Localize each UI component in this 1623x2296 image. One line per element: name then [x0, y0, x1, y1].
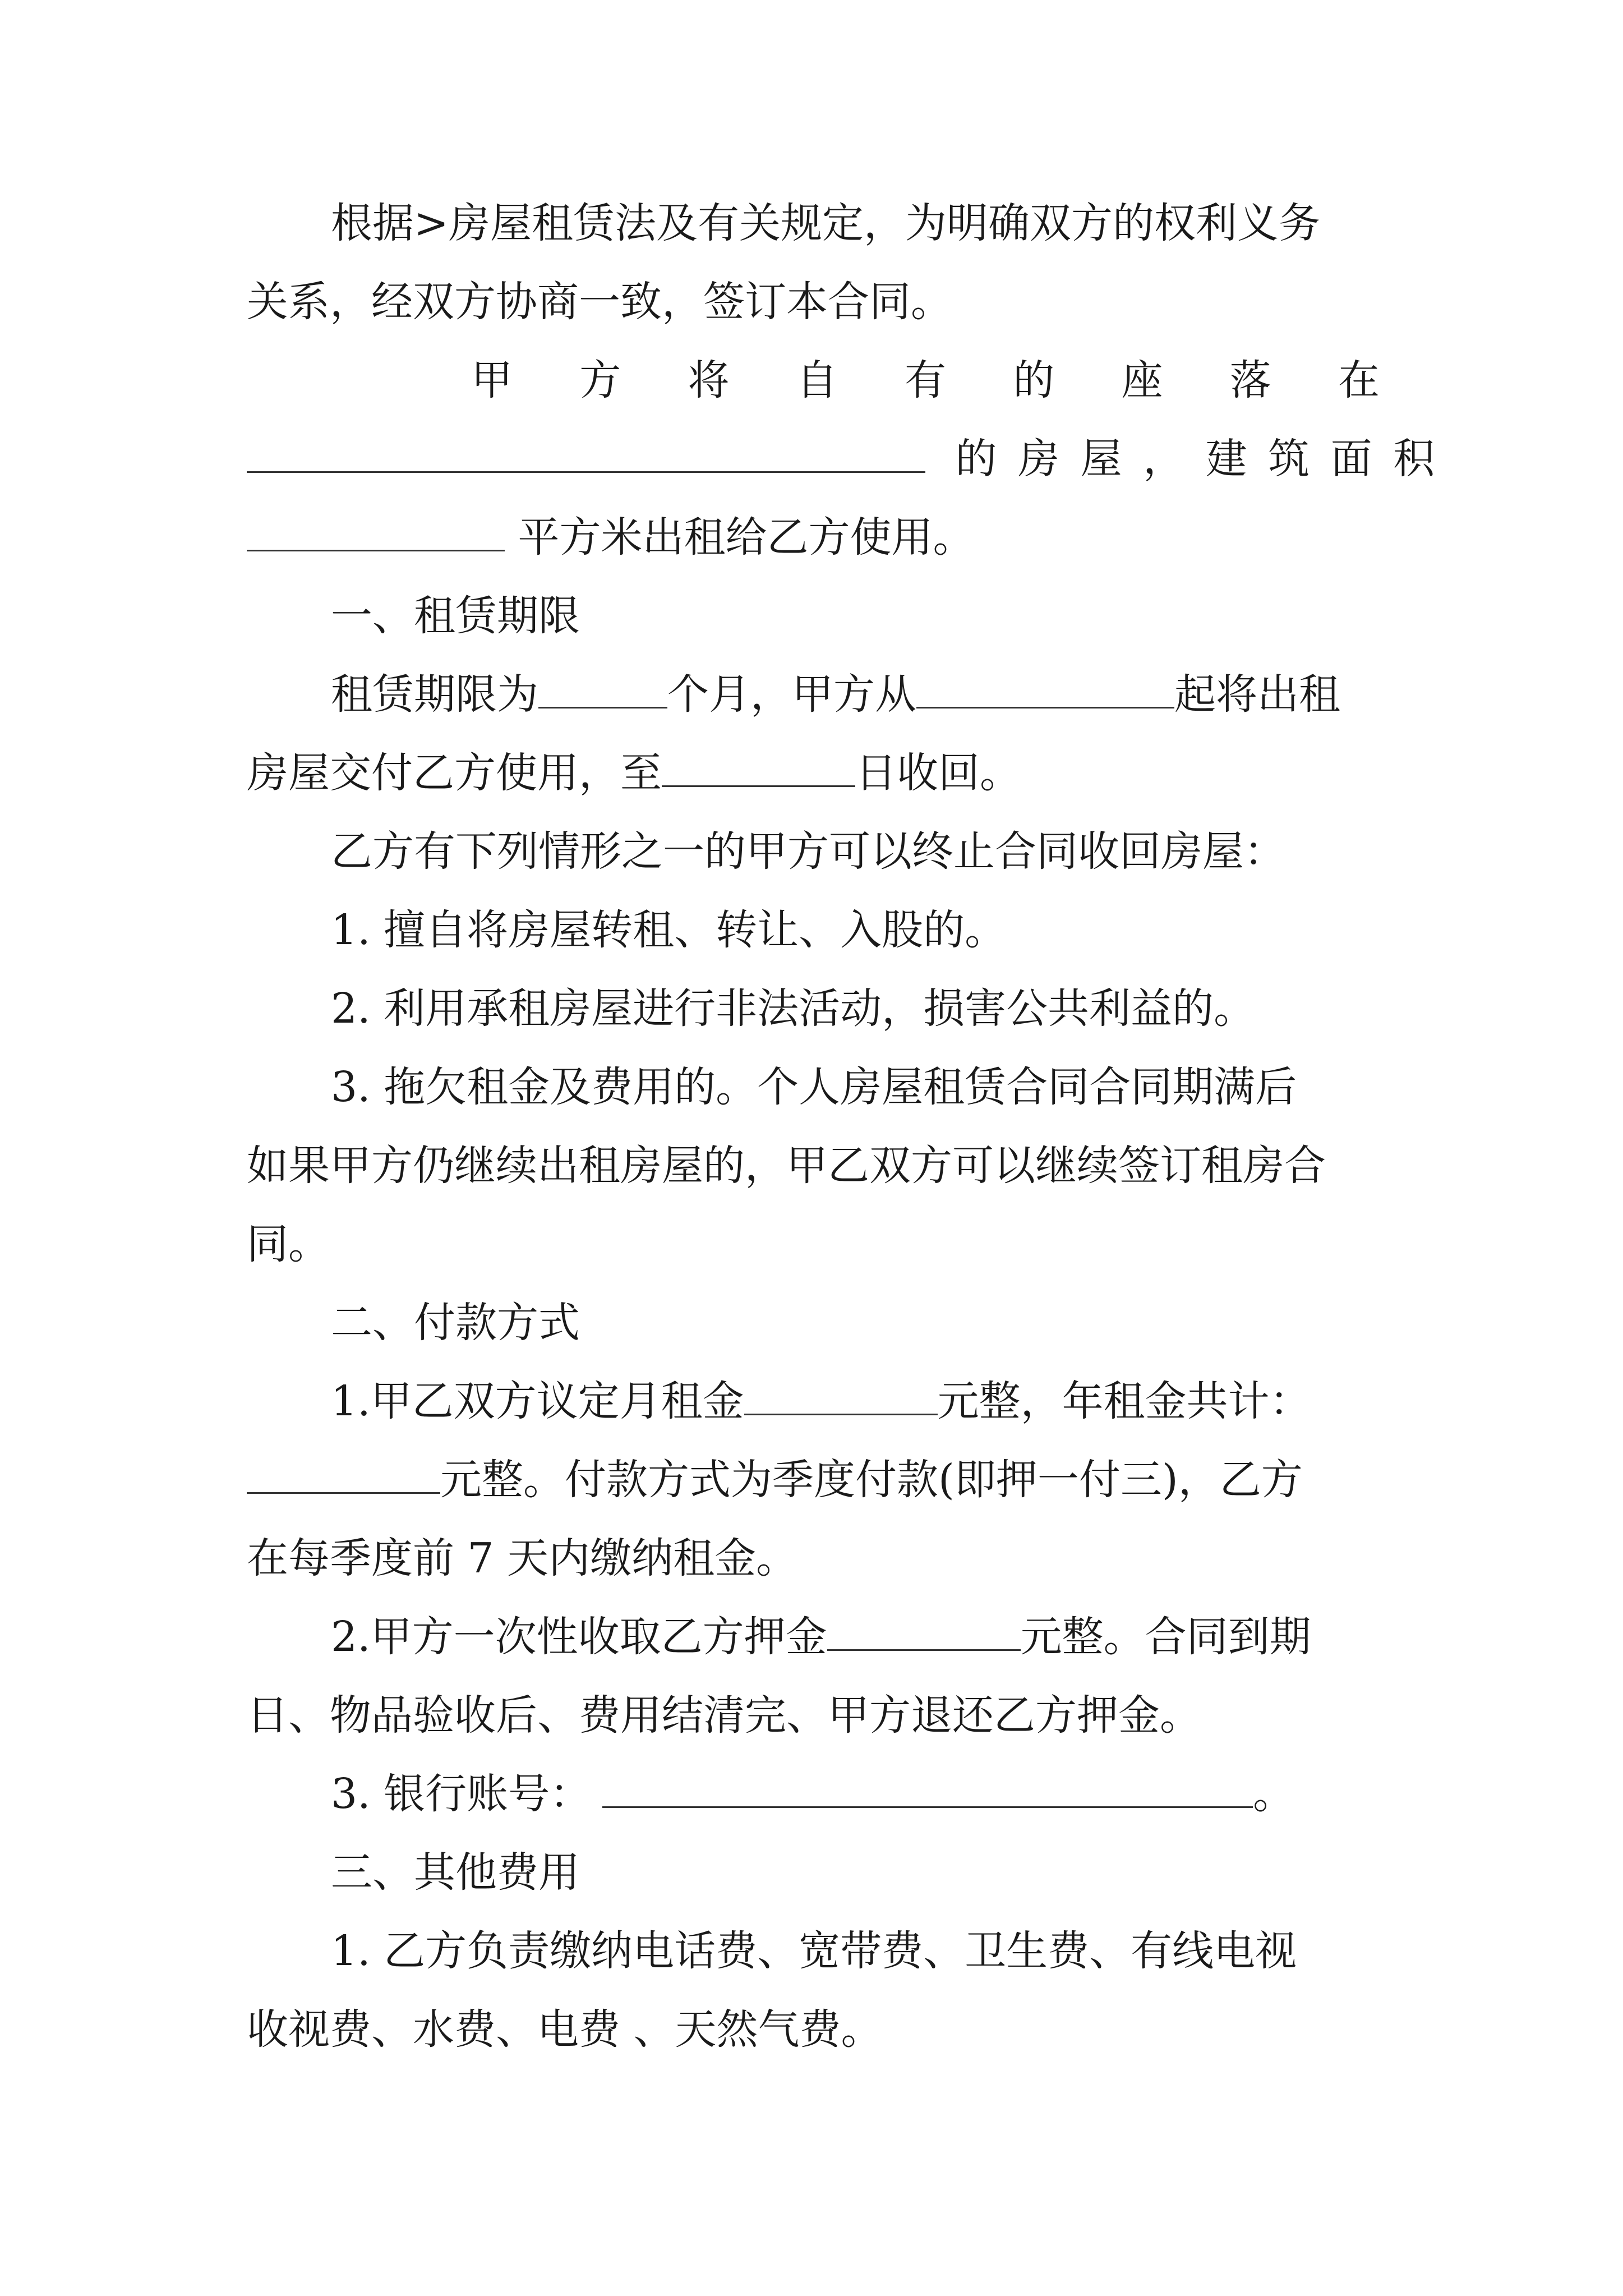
party-char: 座: [1121, 356, 1163, 404]
party-char: 的: [1013, 356, 1055, 404]
party-line-2-text: 的 房 屋 ， 建 筑 面 积: [955, 435, 1435, 483]
fees-line-1: 1. 乙方负责缴纳电话费、宽带费、卫生费、有线电视: [331, 1927, 1297, 1975]
payment-text-a: 1.甲乙双方议定月租金: [331, 1377, 744, 1425]
annual-rent-blank[interactable]: [247, 1455, 440, 1494]
party-line-1: [471, 352, 1380, 408]
bank-account-label: 3. 银行账号：: [331, 1770, 592, 1818]
terminate-intro: 乙方有下列情形之一的甲方可以终止合同收回房屋：: [331, 827, 1285, 876]
deposit-text-b: 元整。合同到期: [1020, 1613, 1311, 1661]
lease-text-c: 起将出租: [1174, 670, 1340, 719]
deposit-line-2: 日、物品验收后、费用结清完、甲方退还乙方押金。: [247, 1691, 1201, 1740]
party-char: 有: [905, 356, 946, 404]
section-1-title: 一、租赁期限: [331, 592, 580, 640]
section-2-title: 二、付款方式: [331, 1299, 580, 1347]
party-line-3: [247, 509, 975, 565]
terminate-item-3-line-3: 同。: [247, 1220, 330, 1268]
address-blank[interactable]: [247, 434, 925, 473]
payment-text-b: 元整，年租金共计：: [937, 1377, 1311, 1425]
end-date-blank[interactable]: [662, 748, 855, 787]
party-line-2: [247, 431, 1435, 487]
payment-line-1: [331, 1373, 1311, 1429]
months-blank[interactable]: [538, 670, 667, 708]
deposit-line-1: [331, 1609, 1311, 1665]
lease-line-2: [247, 745, 1021, 801]
party-char: 甲: [471, 356, 513, 404]
party-line-3-text: 平方米出租给乙方使用。: [518, 513, 975, 562]
section-3-title: 三、其他费用: [331, 1848, 580, 1897]
intro-line-1: 根据>房屋租赁法及有关规定，为明确双方的权利义务: [331, 199, 1321, 247]
terminate-item-1: 1. 擅自将房屋转租、转让、入股的。: [331, 906, 1007, 954]
lease-text-a: 租赁期限为: [331, 670, 538, 719]
payment-text-c: 元整。付款方式为季度付款(即押一付三)，乙方: [440, 1456, 1303, 1504]
deposit-blank[interactable]: [827, 1612, 1021, 1651]
bank-account-line: [331, 1766, 1294, 1822]
party-char: 自: [796, 356, 838, 404]
party-char: 在: [1338, 356, 1380, 404]
payment-line-3: 在每季度前 7 天内缴纳租金。: [247, 1534, 798, 1582]
fees-line-2: 收视费、水费、电费 、天然气费。: [247, 2005, 883, 2054]
party-char: 将: [688, 356, 730, 404]
party-char: 落: [1229, 356, 1271, 404]
terminate-item-2: 2. 利用承租房屋进行非法活动，损害公共利益的。: [331, 984, 1256, 1033]
payment-line-2: [247, 1452, 1303, 1508]
lease-text-d: 房屋交付乙方使用，至: [247, 749, 662, 797]
lease-text-e: 日收回。: [855, 749, 1021, 797]
lease-text-b: 个月，甲方从: [667, 670, 916, 719]
start-date-blank[interactable]: [916, 670, 1174, 708]
terminate-item-3-line-1: 3. 拖欠租金及费用的。个人房屋租赁合同合同期满后: [331, 1063, 1297, 1111]
bank-account-end: 。: [1253, 1770, 1295, 1818]
intro-line-2: 关系，经双方协商一致，签订本合同。: [247, 278, 952, 326]
area-blank[interactable]: [247, 513, 505, 551]
monthly-rent-blank[interactable]: [744, 1377, 938, 1415]
deposit-text-a: 2.甲方一次性收取乙方押金: [331, 1613, 827, 1661]
bank-account-blank[interactable]: [602, 1769, 1253, 1808]
terminate-item-3-line-2: 如果甲方仍继续出租房屋的，甲乙双方可以继续签订租房合: [247, 1142, 1326, 1190]
party-char: 方: [579, 356, 621, 404]
lease-line-1: [331, 666, 1340, 723]
